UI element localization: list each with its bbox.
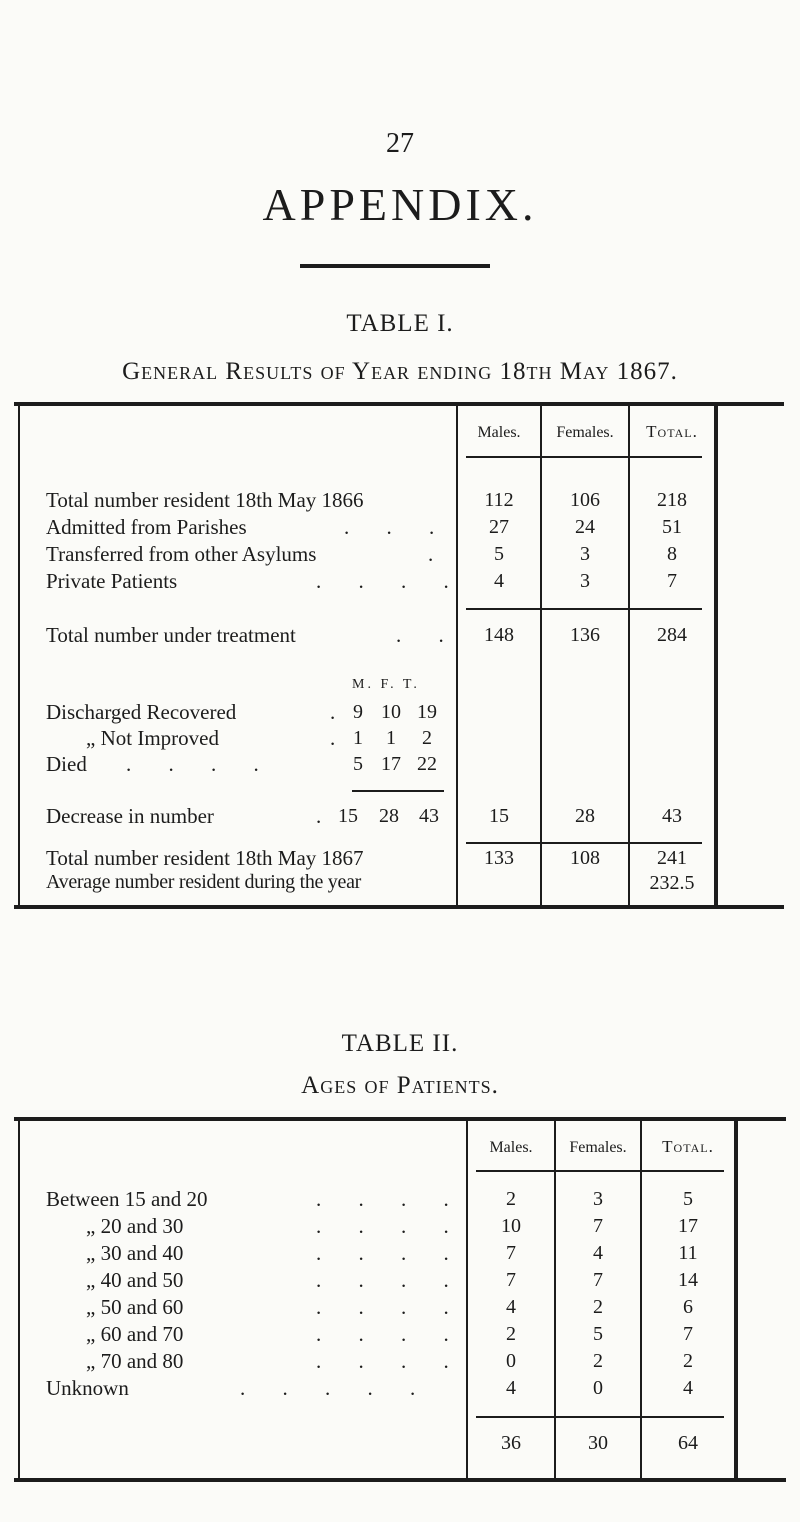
table2-header-rule (476, 1170, 724, 1172)
title-rule (300, 264, 490, 268)
cell-females: 4 (593, 1242, 603, 1264)
table2-subtitle: Ages of Patients. (301, 1072, 499, 1099)
cell-males: 27 (489, 516, 509, 538)
leader-dots: . (428, 542, 450, 566)
row-label: Total number under treatment (46, 623, 296, 647)
cell-males: 15 (489, 805, 509, 827)
table1-header-rule (466, 456, 702, 458)
subtotal-rule (466, 608, 702, 610)
row-label: „ 70 and 80 (86, 1349, 184, 1373)
cell-m: 1 (353, 727, 363, 749)
cell-total: 241 (657, 847, 687, 869)
cell-total: 4 (683, 1377, 693, 1399)
leader-dots: . . . (344, 515, 451, 539)
cell-females: 7 (593, 1269, 603, 1291)
cell-total: 284 (657, 624, 687, 646)
row-label: Between 15 and 20 (46, 1187, 208, 1211)
cell-total: 5 (683, 1188, 693, 1210)
cell-males: 4 (506, 1377, 516, 1399)
cell-total: 7 (667, 570, 677, 592)
cell-females: 0 (593, 1377, 603, 1399)
cell-males: 2 (506, 1323, 516, 1345)
table1-right-border (714, 406, 718, 905)
leader-dots: . . . . (316, 1295, 465, 1319)
table2-right-border (734, 1121, 738, 1478)
table1-caption: TABLE I. (346, 310, 454, 337)
row-label: Private Patients (46, 569, 178, 593)
cell-females: 7 (593, 1215, 603, 1237)
cell-males: 133 (484, 847, 514, 869)
cell-males: 2 (506, 1188, 516, 1210)
cell-total: 6 (683, 1296, 693, 1318)
cell-females: 3 (580, 570, 590, 592)
cell-total: 14 (678, 1269, 698, 1291)
leader-dots: . . (396, 623, 460, 647)
table1-col-divider (540, 406, 542, 905)
row-label: Unknown (46, 1376, 129, 1400)
table1-header-females: Females. (556, 424, 614, 441)
row-label: „ 30 and 40 (86, 1241, 184, 1265)
cell-total: 64 (678, 1432, 698, 1454)
cell-t: 2 (422, 727, 432, 749)
cell-males: 112 (484, 489, 514, 511)
leader-dots: . . . . (316, 1214, 465, 1238)
cell-females: 24 (575, 516, 595, 538)
row-label: „ 20 and 30 (86, 1214, 184, 1238)
row-label: Discharged Recovered (46, 700, 237, 724)
cell-males: 4 (494, 570, 504, 592)
cell-total: 232.5 (649, 872, 695, 894)
row-label: Decrease in number (46, 804, 214, 828)
cell-total: 7 (683, 1323, 693, 1345)
table2-top-rule (14, 1117, 786, 1121)
sub-total-rule (352, 790, 444, 792)
leader-dots: . (330, 726, 336, 750)
row-label: „ Not Improved (86, 726, 219, 750)
row-label: „ 60 and 70 (86, 1322, 184, 1346)
table2-header-males: Males. (489, 1139, 533, 1156)
page-number: 27 (386, 128, 414, 159)
cell-females: 136 (570, 624, 600, 646)
cell-females: 108 (570, 847, 600, 869)
table1-top-rule (14, 402, 784, 406)
leader-dots: . . . . (316, 1322, 465, 1346)
cell-f: 1 (386, 727, 396, 749)
row-label: „ 40 and 50 (86, 1268, 184, 1292)
row-label: Average number resident during the year (46, 871, 362, 893)
cell-m: 9 (353, 701, 363, 723)
cell-total: 43 (662, 805, 682, 827)
row-label: Total number resident 18th May 1866 (46, 488, 364, 512)
appendix-title: APPENDIX. (262, 179, 538, 230)
cell-total: 2 (683, 1350, 693, 1372)
mft-header: M. F. T. (352, 677, 420, 692)
final-rule (466, 842, 702, 844)
cell-females: 106 (570, 489, 600, 511)
cell-males: 5 (494, 543, 504, 565)
cell-females: 30 (588, 1432, 608, 1454)
cell-females: 2 (593, 1296, 603, 1318)
table1-left-border (18, 406, 20, 905)
table2-header-females: Females. (569, 1139, 627, 1156)
cell-m: 15 (338, 805, 358, 827)
cell-total: 17 (678, 1215, 698, 1237)
row-label: Admitted from Parishes (46, 515, 247, 539)
cell-t: 43 (419, 805, 439, 827)
cell-f: 17 (381, 753, 401, 775)
cell-t: 19 (417, 701, 437, 723)
leader-dots: . . . . (126, 752, 275, 776)
table2-left-border (18, 1121, 20, 1478)
leader-dots: . . . . (316, 1268, 465, 1292)
leader-dots: . (316, 804, 322, 828)
leader-dots: . . . . (316, 1349, 465, 1373)
leader-dots: . (330, 700, 336, 724)
cell-f: 10 (381, 701, 401, 723)
row-label: „ 50 and 60 (86, 1295, 184, 1319)
cell-females: 5 (593, 1323, 603, 1345)
cell-males: 36 (501, 1432, 521, 1454)
leader-dots: . . . . . (240, 1376, 432, 1400)
table1-col-divider (628, 406, 630, 905)
table2-total-rule (476, 1416, 724, 1418)
leader-dots: . . . . (316, 569, 465, 593)
table2-caption: TABLE II. (341, 1030, 459, 1057)
row-label: Died (46, 752, 87, 776)
cell-females: 28 (575, 805, 595, 827)
cell-t: 22 (417, 753, 437, 775)
table1-col-divider (456, 406, 458, 905)
cell-total: 51 (662, 516, 682, 538)
cell-males: 7 (506, 1269, 516, 1291)
cell-males: 148 (484, 624, 514, 646)
cell-males: 10 (501, 1215, 521, 1237)
leader-dots: . . . . (316, 1187, 465, 1211)
cell-total: 11 (678, 1242, 698, 1264)
table1-header-males: Males. (477, 424, 521, 441)
cell-females: 3 (580, 543, 590, 565)
cell-females: 2 (593, 1350, 603, 1372)
cell-m: 5 (353, 753, 363, 775)
cell-males: 0 (506, 1350, 516, 1372)
cell-males: 7 (506, 1242, 516, 1264)
table1-subtitle: General Results of Year ending 18th May 1867. (122, 358, 678, 385)
cell-total: 218 (657, 489, 687, 511)
cell-f: 28 (379, 805, 399, 827)
cell-total: 8 (667, 543, 677, 565)
table2-bottom-rule (14, 1478, 786, 1482)
cell-females: 3 (593, 1188, 603, 1210)
cell-males: 4 (506, 1296, 516, 1318)
table1-header-total: Total. (646, 422, 698, 441)
table1-bottom-rule (14, 905, 784, 909)
leader-dots: . . . . (316, 1241, 465, 1265)
row-label: Total number resident 18th May 1867 (46, 846, 364, 870)
row-label: Transferred from other Asylums (46, 542, 317, 566)
table2-header-total: Total. (662, 1137, 714, 1156)
